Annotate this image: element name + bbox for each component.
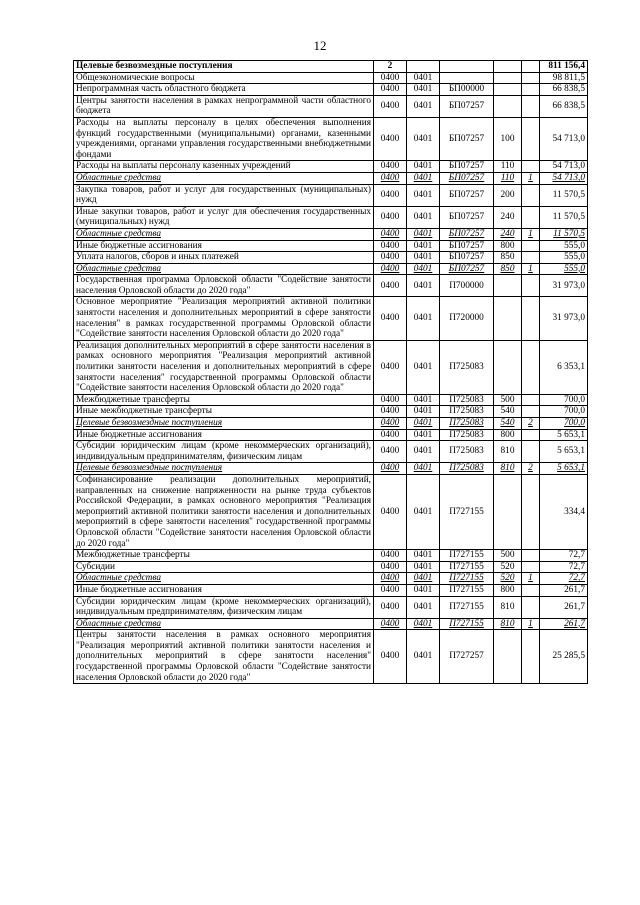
section-code-cell: 0400 xyxy=(374,550,407,562)
subsection-code-cell: 0401 xyxy=(407,95,440,117)
funding-source-cell xyxy=(522,394,540,406)
section-code-cell: 0400 xyxy=(374,84,407,96)
funding-source-cell xyxy=(522,584,540,596)
funding-source-cell xyxy=(522,630,540,684)
expense-type-cell: 810 xyxy=(494,441,522,463)
section-code-cell: 0400 xyxy=(374,297,407,340)
funding-source-cell xyxy=(522,596,540,618)
amount-cell: 6 353,1 xyxy=(540,340,588,394)
expense-type-cell xyxy=(494,61,522,73)
subsection-code-cell: 0401 xyxy=(407,184,440,206)
expense-type-cell: 810 xyxy=(494,596,522,618)
subsection-code-cell: 0401 xyxy=(407,406,440,418)
row-name-cell: Областные средства xyxy=(74,573,374,585)
amount-cell: 66 838,5 xyxy=(540,95,588,117)
expense-type-cell: 520 xyxy=(494,561,522,573)
subsection-code-cell: 0401 xyxy=(407,550,440,562)
subsection-code-cell: 0401 xyxy=(407,84,440,96)
expense-type-cell: 200 xyxy=(494,184,522,206)
funding-source-cell: 1 xyxy=(522,573,540,585)
amount-cell: 700,0 xyxy=(540,418,588,430)
funding-source-cell xyxy=(522,161,540,173)
amount-cell: 11 570,5 xyxy=(540,184,588,206)
table-row xyxy=(74,240,588,252)
target-article-cell: П727155 xyxy=(440,618,494,630)
table-row xyxy=(74,630,588,684)
subsection-code-cell: 0401 xyxy=(407,206,440,228)
section-code-cell: 0400 xyxy=(374,584,407,596)
table-row xyxy=(74,161,588,173)
expense-type-cell: 850 xyxy=(494,252,522,264)
section-code-cell: 0400 xyxy=(374,275,407,297)
amount-cell: 11 570,5 xyxy=(540,206,588,228)
expense-type-cell: 800 xyxy=(494,584,522,596)
funding-source-cell: 2 xyxy=(522,463,540,475)
table-row xyxy=(74,263,588,275)
section-code-cell: 2 xyxy=(374,61,407,73)
target-article-cell: БП07257 xyxy=(440,184,494,206)
subsection-code-cell: 0401 xyxy=(407,584,440,596)
table-row xyxy=(74,596,588,618)
amount-cell: 5 653,1 xyxy=(540,429,588,441)
section-code-cell: 0400 xyxy=(374,474,407,549)
subsection-code-cell: 0401 xyxy=(407,117,440,160)
row-name-cell: Центры занятости населения в рамках основного мероприятия "Реализация мероприятий активной политики занятости населения и дополнительных мероприятий в сфере занятости населения" государственной программы Орловской области "Содействие занятости населения Орловской области до 2020 года" xyxy=(74,630,374,684)
row-name-cell: Непрограммная часть областного бюджета xyxy=(74,84,374,96)
subsection-code-cell: 0401 xyxy=(407,252,440,264)
table-row xyxy=(74,474,588,549)
funding-source-cell xyxy=(522,61,540,73)
page-number: 12 xyxy=(313,38,327,53)
subsection-code-cell: 0401 xyxy=(407,275,440,297)
funding-source-cell xyxy=(522,340,540,394)
amount-cell: 66 838,5 xyxy=(540,84,588,96)
subsection-code-cell: 0401 xyxy=(407,297,440,340)
row-name-cell: Областные средства xyxy=(74,263,374,275)
row-name-cell: Основное мероприятие "Реализация мероприятий активной политики занятости населения и дополнительных мероприятий в сфере занятости населения" в рамках государственной программы Орловской области "Содействие занятости населения Орловской области до 2020 года" xyxy=(74,297,374,340)
amount-cell: 31 973,0 xyxy=(540,275,588,297)
target-article-cell: П727155 xyxy=(440,550,494,562)
expense-type-cell: 110 xyxy=(494,172,522,184)
subsection-code-cell: 0401 xyxy=(407,429,440,441)
section-code-cell: 0400 xyxy=(374,340,407,394)
expense-type-cell: 520 xyxy=(494,573,522,585)
row-name-cell: Иные закупки товаров, работ и услуг для обеспечения государственных (муниципальных) нужд xyxy=(74,206,374,228)
subsection-code-cell: 0401 xyxy=(407,596,440,618)
expense-type-cell xyxy=(494,84,522,96)
section-code-cell: 0400 xyxy=(374,406,407,418)
subsection-code-cell: 0401 xyxy=(407,474,440,549)
subsection-code-cell: 0401 xyxy=(407,418,440,430)
funding-source-cell: 1 xyxy=(522,172,540,184)
target-article-cell: П725083 xyxy=(440,463,494,475)
amount-cell: 261,7 xyxy=(540,584,588,596)
target-article-cell: П727257 xyxy=(440,630,494,684)
amount-cell: 72,7 xyxy=(540,561,588,573)
expense-type-cell: 110 xyxy=(494,161,522,173)
row-name-cell: Расходы на выплаты персоналу казенных учреждений xyxy=(74,161,374,173)
funding-source-cell: 2 xyxy=(522,418,540,430)
target-article-cell: П725083 xyxy=(440,394,494,406)
funding-source-cell xyxy=(522,184,540,206)
amount-cell: 5 653,1 xyxy=(540,441,588,463)
expense-type-cell xyxy=(494,630,522,684)
target-article-cell xyxy=(440,61,494,73)
section-code-cell: 0400 xyxy=(374,441,407,463)
section-code-cell: 0400 xyxy=(374,618,407,630)
section-code-cell: 0400 xyxy=(374,117,407,160)
expense-type-cell: 240 xyxy=(494,206,522,228)
target-article-cell: П725083 xyxy=(440,418,494,430)
subsection-code-cell: 0401 xyxy=(407,72,440,84)
section-code-cell: 0400 xyxy=(374,418,407,430)
row-name-cell: Иные бюджетные ассигнования xyxy=(74,429,374,441)
funding-source-cell xyxy=(522,429,540,441)
row-name-cell: Иные бюджетные ассигнования xyxy=(74,584,374,596)
row-name-cell: Межбюджетные трансферты xyxy=(74,550,374,562)
expense-type-cell xyxy=(494,474,522,549)
section-code-cell: 0400 xyxy=(374,95,407,117)
target-article-cell: БП00000 xyxy=(440,84,494,96)
target-article-cell: П727155 xyxy=(440,584,494,596)
target-article-cell: П725083 xyxy=(440,340,494,394)
section-code-cell: 0400 xyxy=(374,263,407,275)
table-row xyxy=(74,573,588,585)
expense-type-cell xyxy=(494,72,522,84)
subsection-code-cell: 0401 xyxy=(407,172,440,184)
amount-cell: 334,4 xyxy=(540,474,588,549)
table-row xyxy=(74,550,588,562)
section-code-cell: 0400 xyxy=(374,161,407,173)
row-name-cell: Межбюджетные трансферты xyxy=(74,394,374,406)
row-name-cell: Иные межбюджетные трансферты xyxy=(74,406,374,418)
target-article-cell: БП07257 xyxy=(440,95,494,117)
table-row xyxy=(74,95,588,117)
table-row xyxy=(74,584,588,596)
subsection-code-cell: 0401 xyxy=(407,240,440,252)
amount-cell: 555,0 xyxy=(540,252,588,264)
target-article-cell: БП07257 xyxy=(440,206,494,228)
table-row xyxy=(74,463,588,475)
funding-source-cell xyxy=(522,550,540,562)
budget-table-body xyxy=(74,61,588,684)
funding-source-cell xyxy=(522,474,540,549)
row-name-cell: Государственная программа Орловской области "Содействие занятости населения Орловской области до 2020 года" xyxy=(74,275,374,297)
table-row xyxy=(74,61,588,73)
expense-type-cell: 500 xyxy=(494,550,522,562)
amount-cell: 261,7 xyxy=(540,596,588,618)
section-code-cell: 0400 xyxy=(374,596,407,618)
table-row xyxy=(74,84,588,96)
expense-type-cell: 800 xyxy=(494,429,522,441)
target-article-cell: БП07257 xyxy=(440,263,494,275)
section-code-cell: 0400 xyxy=(374,172,407,184)
row-name-cell: Областные средства xyxy=(74,172,374,184)
subsection-code-cell: 0401 xyxy=(407,441,440,463)
target-article-cell: БП07257 xyxy=(440,172,494,184)
row-name-cell: Субсидии юридическим лицам (кроме некоммерческих организаций), индивидуальным предпринимателям, физическим лицам xyxy=(74,596,374,618)
amount-cell: 811 156,4 xyxy=(540,61,588,73)
funding-source-cell: 1 xyxy=(522,263,540,275)
row-name-cell: Областные средства xyxy=(74,618,374,630)
target-article-cell: БП07257 xyxy=(440,252,494,264)
row-name-cell: Центры занятости населения в рамках непрограммной части областного бюджета xyxy=(74,95,374,117)
target-article-cell: П725083 xyxy=(440,441,494,463)
amount-cell: 5 653,1 xyxy=(540,463,588,475)
row-name-cell: Целевые безвозмездные поступления xyxy=(74,418,374,430)
amount-cell: 54 713,0 xyxy=(540,161,588,173)
funding-source-cell xyxy=(522,206,540,228)
amount-cell: 700,0 xyxy=(540,406,588,418)
target-article-cell: БП07257 xyxy=(440,117,494,160)
table-row xyxy=(74,340,588,394)
amount-cell: 98 811,5 xyxy=(540,72,588,84)
amount-cell: 25 285,5 xyxy=(540,630,588,684)
row-name-cell: Целевые безвозмездные поступления xyxy=(74,463,374,475)
subsection-code-cell: 0401 xyxy=(407,618,440,630)
row-name-cell: Целевые безвозмездные поступления xyxy=(74,61,374,73)
expense-type-cell: 810 xyxy=(494,463,522,475)
funding-source-cell xyxy=(522,275,540,297)
target-article-cell: П727155 xyxy=(440,561,494,573)
table-row xyxy=(74,618,588,630)
amount-cell: 555,0 xyxy=(540,240,588,252)
amount-cell: 11 570,5 xyxy=(540,228,588,240)
subsection-code-cell: 0401 xyxy=(407,573,440,585)
funding-source-cell xyxy=(522,441,540,463)
target-article-cell: П727155 xyxy=(440,596,494,618)
table-row xyxy=(74,394,588,406)
target-article-cell: П720000 xyxy=(440,297,494,340)
target-article-cell: БП07257 xyxy=(440,228,494,240)
amount-cell: 72,7 xyxy=(540,550,588,562)
budget-table xyxy=(73,60,588,684)
expense-type-cell xyxy=(494,275,522,297)
row-name-cell: Реализация дополнительных мероприятий в сфере занятости населения в рамках основного мероприятия "Реализация мероприятий активной политики занятости населения и дополнительных мероприятий в сфере занятости населения" государственной программы Орловской области "Содействие занятости населения Орловской области до 2020 года" xyxy=(74,340,374,394)
table-row xyxy=(74,252,588,264)
expense-type-cell: 800 xyxy=(494,240,522,252)
subsection-code-cell: 0401 xyxy=(407,161,440,173)
expense-type-cell: 540 xyxy=(494,418,522,430)
table-row xyxy=(74,429,588,441)
section-code-cell: 0400 xyxy=(374,630,407,684)
section-code-cell: 0400 xyxy=(374,184,407,206)
table-row xyxy=(74,418,588,430)
table-row xyxy=(74,275,588,297)
expense-type-cell: 810 xyxy=(494,618,522,630)
amount-cell: 31 973,0 xyxy=(540,297,588,340)
table-row xyxy=(74,228,588,240)
target-article-cell: П700000 xyxy=(440,275,494,297)
row-name-cell: Уплата налогов, сборов и иных платежей xyxy=(74,252,374,264)
target-article-cell: БП07257 xyxy=(440,161,494,173)
funding-source-cell xyxy=(522,240,540,252)
section-code-cell: 0400 xyxy=(374,252,407,264)
row-name-cell: Софинансирование реализации дополнительных мероприятий, направленных на снижение напряженности на рынке труда субъектов Российской Федерации, в рамках основного мероприятия "Реализация мероприятий активной политики занятости населения и дополнительных мероприятий в сфере занятости населения" государственной программы Орловской области "Содействие занятости населения Орловской области до 2020 года" xyxy=(74,474,374,549)
table-row xyxy=(74,406,588,418)
expense-type-cell: 540 xyxy=(494,406,522,418)
expense-type-cell: 240 xyxy=(494,228,522,240)
funding-source-cell xyxy=(522,252,540,264)
amount-cell: 555,0 xyxy=(540,263,588,275)
amount-cell: 54 713,0 xyxy=(540,172,588,184)
table-row xyxy=(74,172,588,184)
funding-source-cell xyxy=(522,406,540,418)
target-article-cell xyxy=(440,72,494,84)
expense-type-cell xyxy=(494,340,522,394)
row-name-cell: Закупка товаров, работ и услуг для государственных (муниципальных) нужд xyxy=(74,184,374,206)
target-article-cell: П725083 xyxy=(440,406,494,418)
amount-cell: 261,7 xyxy=(540,618,588,630)
subsection-code-cell: 0401 xyxy=(407,561,440,573)
section-code-cell: 0400 xyxy=(374,228,407,240)
subsection-code-cell xyxy=(407,61,440,73)
row-name-cell: Расходы на выплаты персоналу в целях обеспечения выполнения функций государственными (муниципальными) органами, казенными учреждениями, органами управления государственными внебюджетными фондами xyxy=(74,117,374,160)
row-name-cell: Субсидии юридическим лицам (кроме некоммерческих организаций), индивидуальным предпринимателям, физическим лицам xyxy=(74,441,374,463)
section-code-cell: 0400 xyxy=(374,394,407,406)
table-row xyxy=(74,561,588,573)
funding-source-cell xyxy=(522,561,540,573)
table-row xyxy=(74,184,588,206)
funding-source-cell xyxy=(522,297,540,340)
row-name-cell: Субсидии xyxy=(74,561,374,573)
funding-source-cell: 1 xyxy=(522,618,540,630)
subsection-code-cell: 0401 xyxy=(407,630,440,684)
row-name-cell: Иные бюджетные ассигнования xyxy=(74,240,374,252)
expense-type-cell: 100 xyxy=(494,117,522,160)
section-code-cell: 0400 xyxy=(374,206,407,228)
expense-type-cell xyxy=(494,297,522,340)
amount-cell: 72,7 xyxy=(540,573,588,585)
amount-cell: 700,0 xyxy=(540,394,588,406)
table-row xyxy=(74,297,588,340)
target-article-cell: П727155 xyxy=(440,474,494,549)
table-row xyxy=(74,441,588,463)
subsection-code-cell: 0401 xyxy=(407,340,440,394)
expense-type-cell: 500 xyxy=(494,394,522,406)
funding-source-cell xyxy=(522,117,540,160)
target-article-cell: П725083 xyxy=(440,429,494,441)
subsection-code-cell: 0401 xyxy=(407,263,440,275)
row-name-cell: Областные средства xyxy=(74,228,374,240)
funding-source-cell xyxy=(522,95,540,117)
section-code-cell: 0400 xyxy=(374,561,407,573)
funding-source-cell xyxy=(522,72,540,84)
table-row xyxy=(74,72,588,84)
table-row xyxy=(74,206,588,228)
table-row xyxy=(74,117,588,160)
target-article-cell: П727155 xyxy=(440,573,494,585)
expense-type-cell xyxy=(494,95,522,117)
target-article-cell: БП07257 xyxy=(440,240,494,252)
section-code-cell: 0400 xyxy=(374,573,407,585)
subsection-code-cell: 0401 xyxy=(407,228,440,240)
amount-cell: 54 713,0 xyxy=(540,117,588,160)
section-code-cell: 0400 xyxy=(374,429,407,441)
section-code-cell: 0400 xyxy=(374,240,407,252)
funding-source-cell xyxy=(522,84,540,96)
subsection-code-cell: 0401 xyxy=(407,394,440,406)
row-name-cell: Общеэкономические вопросы xyxy=(74,72,374,84)
subsection-code-cell: 0401 xyxy=(407,463,440,475)
expense-type-cell: 850 xyxy=(494,263,522,275)
section-code-cell: 0400 xyxy=(374,463,407,475)
funding-source-cell: 1 xyxy=(522,228,540,240)
section-code-cell: 0400 xyxy=(374,72,407,84)
